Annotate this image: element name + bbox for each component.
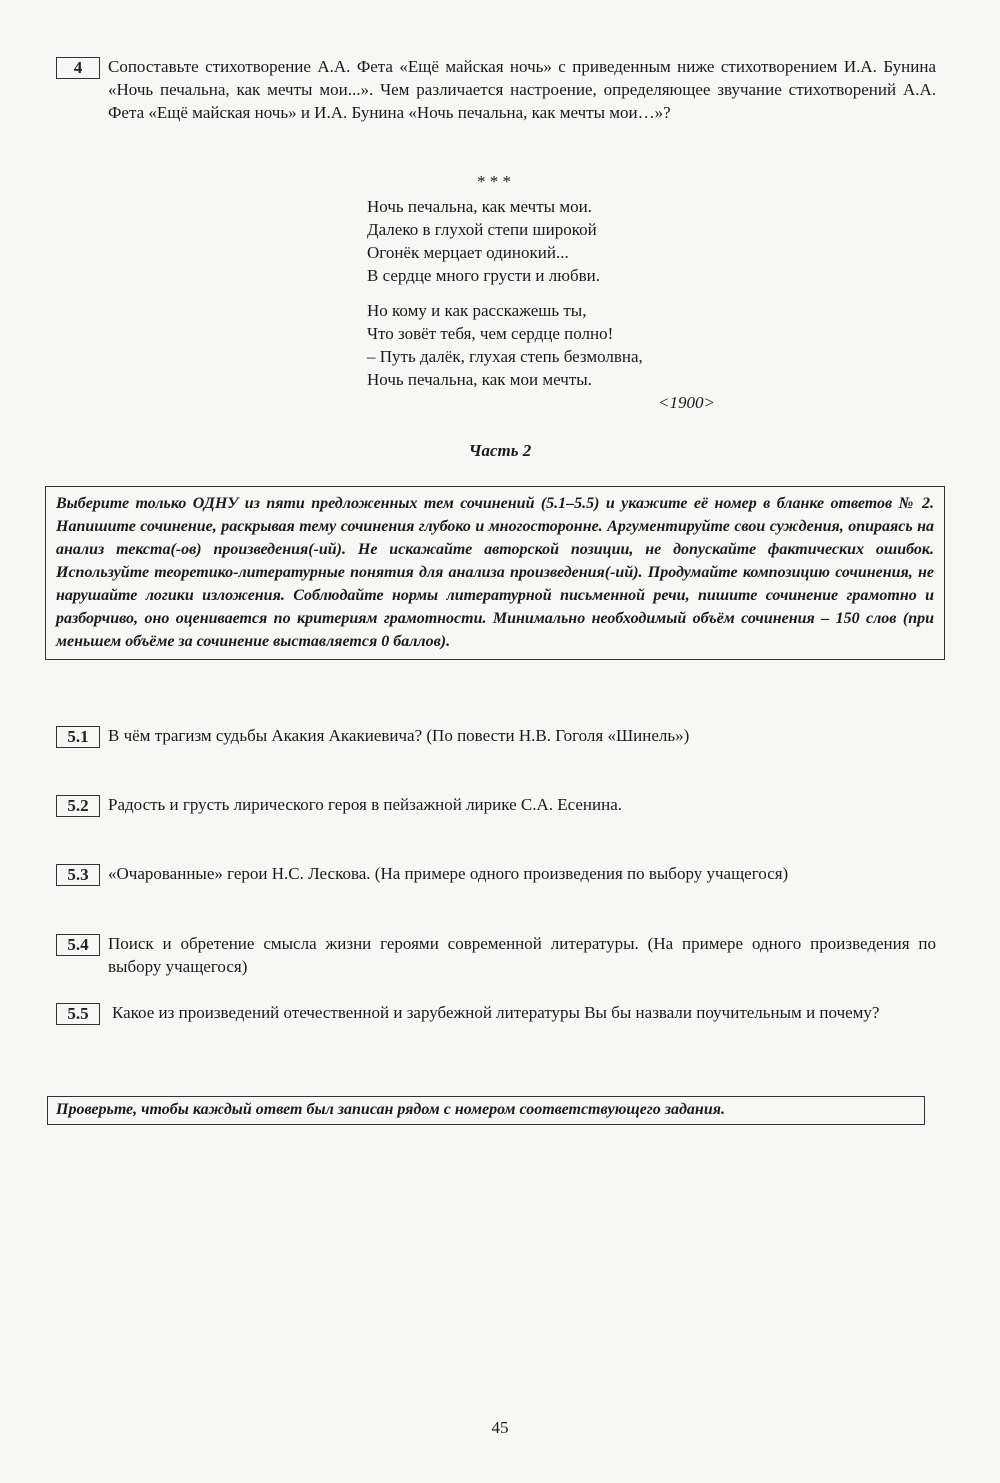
topic-number: 5.2 bbox=[56, 795, 100, 817]
poem-line: Ночь печальна, как мои мечты. bbox=[367, 370, 592, 389]
poem-line: Но кому и как расскажешь ты, bbox=[367, 301, 587, 320]
topic-5-4 bbox=[56, 932, 936, 978]
topic-5-5 bbox=[56, 1001, 936, 1024]
poem-date: <1900> bbox=[658, 393, 715, 412]
poem-line: – Путь далёк, глухая степь безмолвна, bbox=[367, 347, 643, 366]
topic-number: 5.1 bbox=[56, 726, 100, 748]
topic-number: 5.5 bbox=[56, 1003, 100, 1025]
poem-line: Далеко в глухой степи широкой bbox=[367, 220, 597, 239]
part-title: Часть 2 bbox=[468, 441, 532, 460]
topic-5-3 bbox=[56, 862, 936, 885]
topic-text: Какое из произведений отечественной и зарубежной литературы Вы бы назвали поучительным и почему? bbox=[112, 1003, 880, 1022]
topic-number: 5.3 bbox=[56, 864, 100, 886]
topic-5-1 bbox=[56, 724, 936, 747]
poem-stanza-2 bbox=[367, 299, 727, 391]
task-text: Сопоставьте стихотворение А.А. Фета «Ещё майская ночь» с приведенным ниже стихотворением И.А. Бунина «Ночь печальна, как мечты мои...». Чем различается настроение, определяющее звучание стихотворений А.А. Фета «Ещё майская ночь» и И.А. Бунина «Ночь печальна, как мечты мои…»? bbox=[108, 57, 936, 122]
poem-stars: * * * bbox=[477, 172, 511, 191]
topic-text: Поиск и обретение смысла жизни героями современной литературы. (На примере одного произведения по выбору учащегося) bbox=[108, 934, 936, 976]
topic-text: В чём трагизм судьбы Акакия Акакиевича? (По повести Н.В. Гоголя «Шинель») bbox=[108, 726, 690, 745]
poem-line: Огонёк мерцает одинокий... bbox=[367, 243, 569, 262]
task-4 bbox=[56, 55, 936, 124]
poem-stanza-1 bbox=[367, 195, 727, 287]
footer-note: Проверьте, чтобы каждый ответ был записан рядом с номером соответствующего задания. bbox=[47, 1096, 925, 1125]
instruction-box: Выберите только ОДНУ из пяти предложенных тем сочинений (5.1–5.5) и укажите её номер в бланке ответов № 2. Напишите сочинение, раскрывая тему сочинения глубоко и многосторонне. Аргументируйте свои суждения, опираясь на анализ текста(-ов) произведения(-ий). Не искажайте авторской позиции, не допускайте фактических ошибок. Используйте теоретико-литературные понятия для анализа произведения(-ий). Продумайте композицию сочинения, не нарушайте логики изложения. Соблюдайте нормы литературной письменной речи, пишите сочинение грамотно и разборчиво, оно оценивается по критериям грамотности. Минимально необходимый объём сочинения – 150 слов (при меньшем объёме за сочинение выставляется 0 баллов). bbox=[45, 486, 945, 660]
poem-line: Ночь печальна, как мечты мои. bbox=[367, 197, 592, 216]
page-number: 45 bbox=[491, 1418, 509, 1437]
topic-number: 5.4 bbox=[56, 934, 100, 956]
topic-5-2 bbox=[56, 793, 936, 816]
poem bbox=[367, 170, 727, 414]
poem-line: В сердце много грусти и любви. bbox=[367, 266, 600, 285]
topic-text: Радость и грусть лирического героя в пейзажной лирике С.А. Есенина. bbox=[108, 795, 623, 814]
task-number: 4 bbox=[56, 57, 100, 79]
topic-text: «Очарованные» герои Н.С. Лескова. (На примере одного произведения по выбору учащегося) bbox=[108, 864, 789, 883]
poem-line: Что зовёт тебя, чем сердце полно! bbox=[367, 324, 614, 343]
